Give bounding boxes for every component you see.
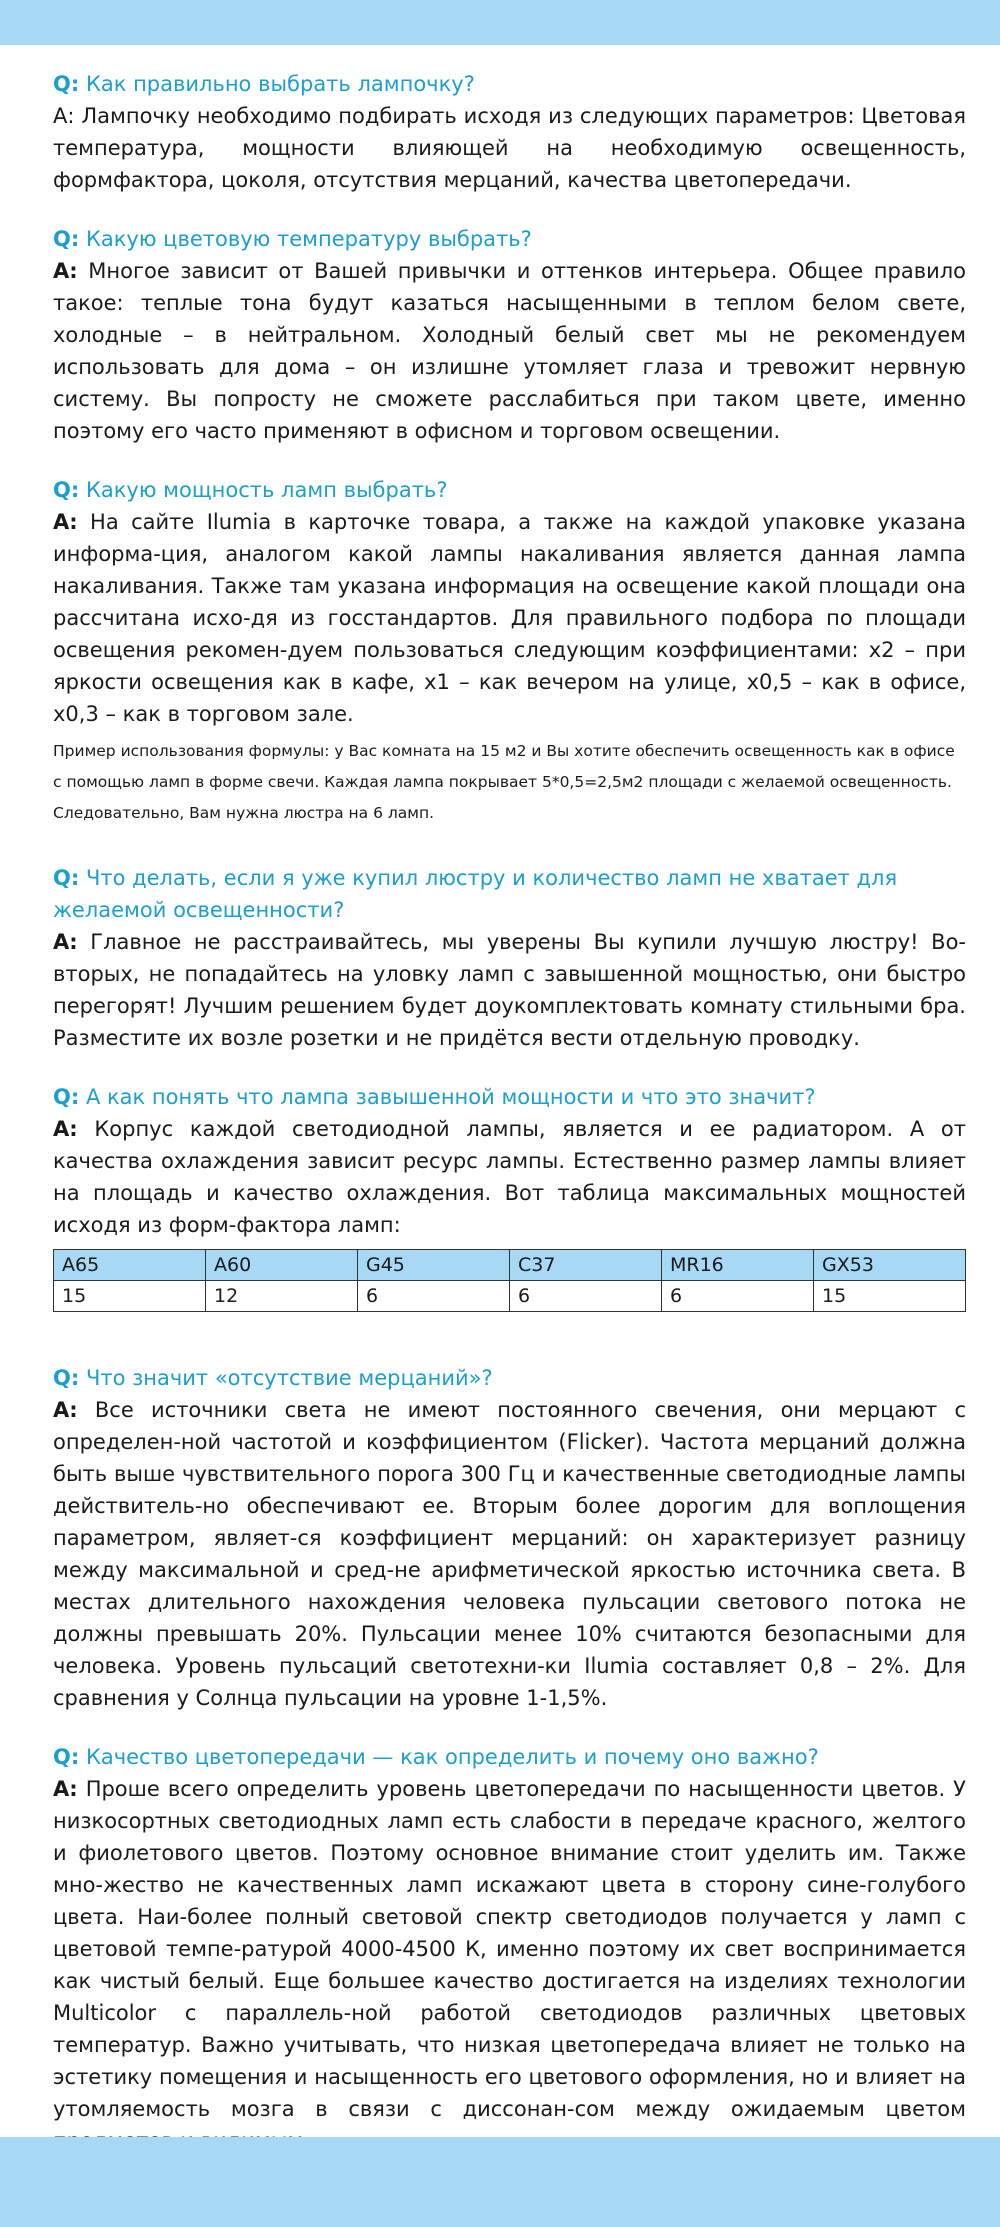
answer-marker: А: (53, 259, 78, 283)
faq-answer (53, 1113, 966, 1241)
bottom-band (0, 2137, 1000, 2227)
power-table-header-cell: A65 (54, 1250, 206, 1281)
faq-answer-text: Главное не расстраивайтесь, мы уверены Вы купили лучшую люстру! Во-вторых, не попадайтесь на уловку ламп с завышенной мощностью, они быстро перегорят! Лучшим решением будет доукомплектовать комнату стильными бра. Разместите их возле розетки и не придётся вести отдельную проводку. (53, 930, 966, 1050)
faq-answer-text: Лампочку необходимо подбирать исходя из следующих параметров: Цветовая температура, мощности влияющей на необходимую освещенность, формфактора, цоколя, отсутствия мерцаний, качества цветопередачи. (53, 104, 966, 192)
faq-question (53, 68, 966, 100)
power-table-cell: 6 (358, 1281, 510, 1312)
faq-answer-text: Корпус каждой светодиодной лампы, является и ее радиатором. А от качества охлаждения зависит ресурс лампы. Естественно размер лампы влияет на площадь и качество охлаждения. Вот таблица максимальных мощностей исходя из форм-фактора ламп: (53, 1117, 966, 1237)
faq-answer (53, 100, 966, 196)
answer-marker: А: (53, 1777, 78, 1801)
faq-answer-text: Все источники света не имеют постоянного свечения, они мерцают с определен-ной частотой и коэффициентом (Flicker). Частота мерцаний должна быть выше чувствительного порога 300 Гц и качественные светодиодные лампы действитель-но обеспечивают ее. Вторым более дорогим для воплощения параметром, являет-ся коэффициент мерцаний: он характеризует разницу между максимальной и сред-не арифметической яркостью источника света. В местах длительного нахождения человека пульсации светового потока не должны превышать 20%. Пульсации менее 10% считаются безопасными для человека. Уровень пульсаций светотехни-ки Ilumia составляет 0,8 – 2%. Для сравнения у Солнца пульсации на уровне 1-1,5%. (53, 1398, 966, 1710)
question-marker: Q: (53, 478, 80, 502)
faq-answer-text: На сайте Ilumia в карточке товара, а также на каждой упаковке указана информа-ция, аналогом какой лампы накаливания является данная лампа накаливания. Также там указана информация на освещение какой площади она рассчитана исхо-дя из госстандартов. Для правильного подбора по площади освещения рекомен-дуем пользоваться следующим коэффициентами: х2 – при яркости освещения как в кафе, х1 – как вечером на улице, х0,5 – как в офисе, х0,3 – как в торговом зале. (53, 510, 966, 726)
faq-question-text: Какую мощность ламп выбрать? (85, 478, 448, 502)
faq-item-2 (53, 223, 966, 447)
power-table-header-cell: C37 (510, 1250, 662, 1281)
faq-question (53, 862, 966, 926)
faq-question (53, 1081, 966, 1113)
top-band (0, 0, 1000, 45)
faq-item-3 (53, 474, 966, 730)
power-table-header-cell: A60 (206, 1250, 358, 1281)
faq-item-6 (53, 1362, 966, 1714)
power-table-cell: 6 (510, 1281, 662, 1312)
faq-item-4 (53, 862, 966, 1054)
faq-question (53, 223, 966, 255)
power-table-header-row (54, 1250, 966, 1281)
faq-question-text: Как правильно выбрать лампочку? (85, 72, 475, 96)
power-table-cell: 6 (662, 1281, 814, 1312)
faq-answer (53, 255, 966, 447)
faq-question-text: Какую цветовую температуру выбрать? (85, 227, 532, 251)
answer-marker: А: (53, 510, 78, 534)
faq-content (53, 68, 966, 2184)
power-table-header-cell: G45 (358, 1250, 510, 1281)
question-marker: Q: (53, 1085, 80, 1109)
faq-item-5 (53, 1081, 966, 1241)
faq-answer-text: Многое зависит от Вашей привычки и оттенков интерьера. Общее правило такое: теплые тона будут казаться насыщенными в теплом белом свете, холодные – в нейтральном. Холодный белый свет мы не рекомендуем использовать для дома – он излишне утомляет глаза и тревожит нервную систему. Вы попросту не сможете расслабиться при таком цвете, именно поэтому его часто применяют в офисном и торговом освещении. (53, 259, 966, 443)
power-table-cell: 15 (814, 1281, 966, 1312)
formula-example: Пример использования формулы: у Вас комната на 15 м2 и Вы хотите обеспечить освещенность как в офисе с помощью ламп в форме свечи. Каждая лампа покрывает 5*0,5=2,5м2 площади с желаемой освещенность. Следовательно, Вам нужна люстра на 6 ламп. (53, 742, 955, 822)
power-table-cell: 12 (206, 1281, 358, 1312)
faq-item-7 (53, 1741, 966, 2157)
question-marker: Q: (53, 1366, 80, 1390)
power-table-cell: 15 (54, 1281, 206, 1312)
answer-marker: А: (53, 1398, 78, 1422)
faq-answer (53, 1773, 966, 2157)
faq-question-text: Что значит «отсутствие мерцаний»? (85, 1366, 493, 1390)
power-table-row (54, 1281, 966, 1312)
power-table-header-cell: GX53 (814, 1250, 966, 1281)
faq-answer (53, 506, 966, 730)
question-marker: Q: (53, 72, 80, 96)
question-marker: Q: (53, 866, 80, 890)
faq-answer-text: Проше всего определить уровень цветопередачи по насыщенности цветов. У низкосортных светодиодных ламп есть слабости в передаче красного, желтого и фиолетового цветов. Поэтому основное внимание стоит уделить им. Также мно-жество не качественных ламп искажают цвета в сторону сине-голубого цвета. Наи-более полный световой спектр светодиодов получается у ламп с цветовой темпе-ратурой 4000-4500 К, именно поэтому их свет воспринимается как чистый белый. Еще большее качество достигается на изделиях технологии Multicolor с параллель-ной работой светодиодов различных цветовых температур. Важно учитывать, что низкая цветопередача влияет не только на эстетику помещения и насыщенность его цветового оформления, но и влияет на утомляемость мозга в связи с диссонан-сом между ожидаемым цветом (53, 1777, 966, 2121)
faq-question (53, 1362, 966, 1394)
faq-answer (53, 1394, 966, 1714)
faq-question-text: А как понять что лампа завышенной мощности и что это значит? (85, 1085, 816, 1109)
answer-marker: А: (53, 104, 75, 128)
question-marker: Q: (53, 1745, 80, 1769)
faq-question (53, 1741, 966, 1773)
power-table (53, 1249, 966, 1312)
faq-question-text: Качество цветопередачи — как определить и почему оно важно? (85, 1745, 819, 1769)
faq-question (53, 474, 966, 506)
question-marker: Q: (53, 227, 80, 251)
faq-question-text: Что делать, если я уже купил люстру и количество ламп не хватает для желаемой освещенности? (53, 866, 898, 922)
faq-answer (53, 926, 966, 1054)
faq-item-1 (53, 68, 966, 196)
answer-marker: А: (53, 1117, 78, 1141)
answer-marker: А: (53, 930, 78, 954)
power-table-header-cell: MR16 (662, 1250, 814, 1281)
